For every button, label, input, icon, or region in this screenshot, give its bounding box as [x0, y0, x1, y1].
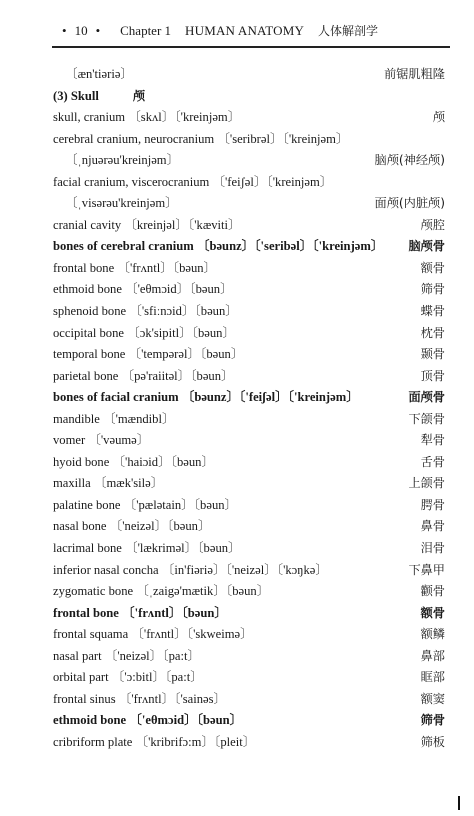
term-english: temporal bone 〔'tempərəl〕〔bəun〕 [53, 347, 244, 362]
term-chinese: 额鳞 [420, 627, 445, 642]
glossary-entry [53, 172, 445, 194]
term-english: bones of facial cranium 〔bəunz〕〔'feiʃəl〕〔'kreinjəm〕 [53, 390, 359, 405]
term-english: nasal bone 〔'neizəl〕〔bəun〕 [53, 519, 211, 534]
glossary-entry [53, 732, 445, 754]
term-chinese: 筛骨 [420, 713, 445, 728]
term-english: nasal part 〔'neizəl〕〔pa:t〕 [53, 648, 201, 663]
glossary-entry [53, 646, 445, 668]
glossary-list [53, 64, 445, 754]
glossary-entry [53, 409, 445, 431]
term-english: frontal sinus 〔'frʌntl〕〔'sainəs〕 [53, 691, 227, 706]
chapter-title: HUMAN ANATOMY [185, 23, 305, 38]
term-chinese: 颞骨 [420, 347, 445, 362]
term-chinese: 额骨 [420, 260, 445, 275]
glossary-entry [53, 258, 445, 280]
term-english: frontal squama 〔'frʌntl〕〔'skweimə〕 [53, 627, 253, 642]
glossary-entry [53, 689, 445, 711]
glossary-entry [53, 538, 445, 560]
term-chinese: 上颌骨 [408, 476, 445, 491]
term-chinese: 脑颅骨 [408, 239, 445, 254]
term-english: ethmoid bone 〔'eθmɔid〕〔bəun〕 [53, 282, 233, 297]
term-chinese: 筛骨 [420, 282, 445, 297]
term-chinese: 筛板 [420, 734, 445, 749]
term-english: 〔æn'tiəriə〕 [65, 67, 134, 81]
term-chinese: 枕骨 [420, 325, 445, 340]
term-chinese: 鼻部 [420, 648, 445, 663]
header-bullet-right: • [95, 23, 101, 38]
glossary-entry [53, 624, 445, 646]
term-chinese: 蝶骨 [420, 304, 445, 319]
term-english: orbital part 〔'ɔ:bitl〕〔pa:t〕 [53, 670, 203, 685]
term-chinese: 颅 [432, 110, 445, 125]
term-chinese: 顶骨 [420, 368, 445, 383]
term-chinese: 腭骨 [420, 497, 445, 512]
glossary-entry [53, 603, 445, 625]
chapter-label: Chapter 1 [120, 23, 172, 38]
page-number: 10 [74, 23, 88, 38]
glossary-entry [53, 344, 445, 366]
glossary-entry [53, 430, 445, 452]
term-chinese: 下颌骨 [408, 411, 445, 426]
term-english: cribriform plate 〔'kribrifɔ:m〕〔pleit〕 [53, 734, 256, 749]
term-english: sphenoid bone 〔'sfiːnɔid〕〔bəun〕 [53, 304, 238, 319]
term-chinese: 额骨 [420, 605, 445, 620]
glossary-entry [53, 150, 445, 172]
glossary-entry [53, 667, 445, 689]
glossary-entry [53, 107, 445, 129]
term-chinese: 泪骨 [420, 541, 445, 556]
term-english: maxilla 〔mæk'silə〕 [53, 476, 164, 491]
glossary-entry [53, 366, 445, 388]
term-chinese: 颅腔 [420, 217, 445, 232]
page-header [56, 22, 448, 39]
term-chinese: 面颅(内脏颅) [374, 196, 445, 211]
term-english: ethmoid bone 〔'eθmɔid〕〔bəun〕 [53, 713, 243, 728]
term-chinese: 眶部 [420, 670, 445, 685]
corner-mark [458, 796, 460, 810]
term-chinese: 颧骨 [420, 584, 445, 599]
term-english: inferior nasal concha 〔in'fiəriə〕〔'neizəl〕〔'kɔŋkə〕 [53, 562, 328, 577]
section-title-zh: 颅 [133, 88, 146, 103]
glossary-entry [53, 516, 445, 538]
term-english: occipital bone 〔ɔk'sipitl〕〔bəun〕 [53, 325, 236, 340]
term-english: cerebral cranium, neurocranium 〔'seribrəl〕〔'kreinjəm〕 [53, 131, 349, 146]
glossary-entry [53, 236, 445, 258]
glossary-entry [53, 710, 445, 732]
glossary-entry [53, 495, 445, 517]
term-english: parietal bone 〔pə'raiitəl〕〔bəun〕 [53, 368, 234, 383]
term-english: vomer 〔'vəumə〕 [53, 433, 150, 448]
term-english: skull, cranium 〔skʌl〕〔'kreinjəm〕 [53, 110, 241, 125]
term-english: frontal bone 〔'frʌntl〕〔bəun〕 [53, 260, 217, 275]
term-chinese: 面颅骨 [408, 390, 445, 405]
term-english: hyoid bone 〔'haiɔid〕〔bəun〕 [53, 454, 215, 469]
term-english: 〔ˌvisərəu'kreinjəm〕 [65, 196, 178, 211]
term-chinese: 舌骨 [420, 454, 445, 469]
chapter-title-zh: 人体解剖学 [318, 24, 379, 38]
term-english: 〔ˌnjuərəu'kreinjəm〕 [65, 153, 180, 168]
glossary-entry [53, 193, 445, 215]
glossary-entry [53, 129, 445, 151]
term-chinese: 鼻骨 [420, 519, 445, 534]
glossary-entry [53, 279, 445, 301]
term-english: lacrimal bone 〔'lækriməl〕〔bəun〕 [53, 541, 241, 556]
header-rule [52, 46, 450, 48]
section-title: (3) Skull [53, 88, 99, 103]
term-english: facial cranium, viscerocranium 〔'feiʃəl〕〔'kreinjəm〕 [53, 174, 333, 189]
glossary-entry [53, 560, 445, 582]
section-heading [53, 86, 445, 108]
glossary-entry [53, 301, 445, 323]
term-english: mandible 〔'mændibl〕 [53, 411, 175, 426]
term-chinese: 前锯肌粗隆 [384, 67, 445, 81]
glossary-entry [53, 215, 445, 237]
glossary-entry [53, 323, 445, 345]
term-english: zygomatic bone 〔ˌzaigə'mætik〕〔bəun〕 [53, 584, 270, 599]
term-chinese: 脑颅(神经颅) [374, 153, 445, 168]
term-english: palatine bone 〔'pælətain〕〔bəun〕 [53, 497, 238, 512]
term-chinese: 犁骨 [420, 433, 445, 448]
term-english: bones of cerebral cranium 〔bəunz〕〔'seribəl〕〔'kreinjəm〕 [53, 239, 384, 254]
glossary-entry [53, 64, 445, 86]
term-chinese: 下鼻甲 [408, 562, 445, 577]
glossary-entry [53, 473, 445, 495]
glossary-entry [53, 387, 445, 409]
term-english: frontal bone 〔'frʌntl〕〔bəun〕 [53, 605, 227, 620]
glossary-entry [53, 581, 445, 603]
glossary-entry [53, 452, 445, 474]
term-english: cranial cavity 〔kreinjəl〕〔'kæviti〕 [53, 217, 241, 232]
header-bullet-left: • [62, 23, 67, 38]
term-chinese: 额窦 [420, 691, 445, 706]
